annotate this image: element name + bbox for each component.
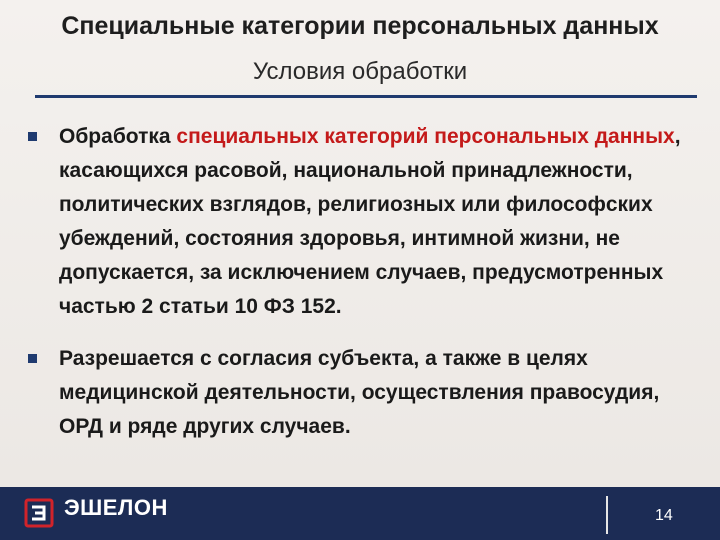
footer-separator — [606, 496, 608, 534]
slide-content — [26, 120, 706, 462]
slide-title: Специальные категории персональных данных — [61, 12, 659, 40]
bullet-2-text: Разрешается с согласия субъекта, а также в целях медицинской деятельности, осуществления правосудия, ОРД и ряде других случаев. — [59, 347, 660, 438]
bullet-item-1 — [26, 120, 706, 324]
bullet-1-text-pre: Обработка — [59, 125, 177, 148]
page-number: 14 — [655, 507, 673, 524]
square-bullet-icon — [28, 354, 37, 363]
brand-name: ЭШЕЛОН — [64, 495, 168, 520]
echelon-logo-icon — [24, 497, 56, 529]
bullet-item-2 — [26, 342, 706, 444]
title-divider — [35, 95, 697, 98]
square-bullet-icon — [28, 132, 37, 141]
slide-subtitle: Условия обработки — [252, 58, 468, 85]
footer-bar — [0, 487, 720, 540]
bullet-1-text-accent: специальных категорий персональных данных — [176, 125, 675, 148]
bullet-1-text-post: , касающихся расовой, национальной принадлежности, политических взглядов, религиозных или философских убеждений, состояния здоровья, интимной жизни, не допускается, за исключением случаев, предусмотренных частью 2 статьи 10 ФЗ 152. — [59, 125, 681, 318]
